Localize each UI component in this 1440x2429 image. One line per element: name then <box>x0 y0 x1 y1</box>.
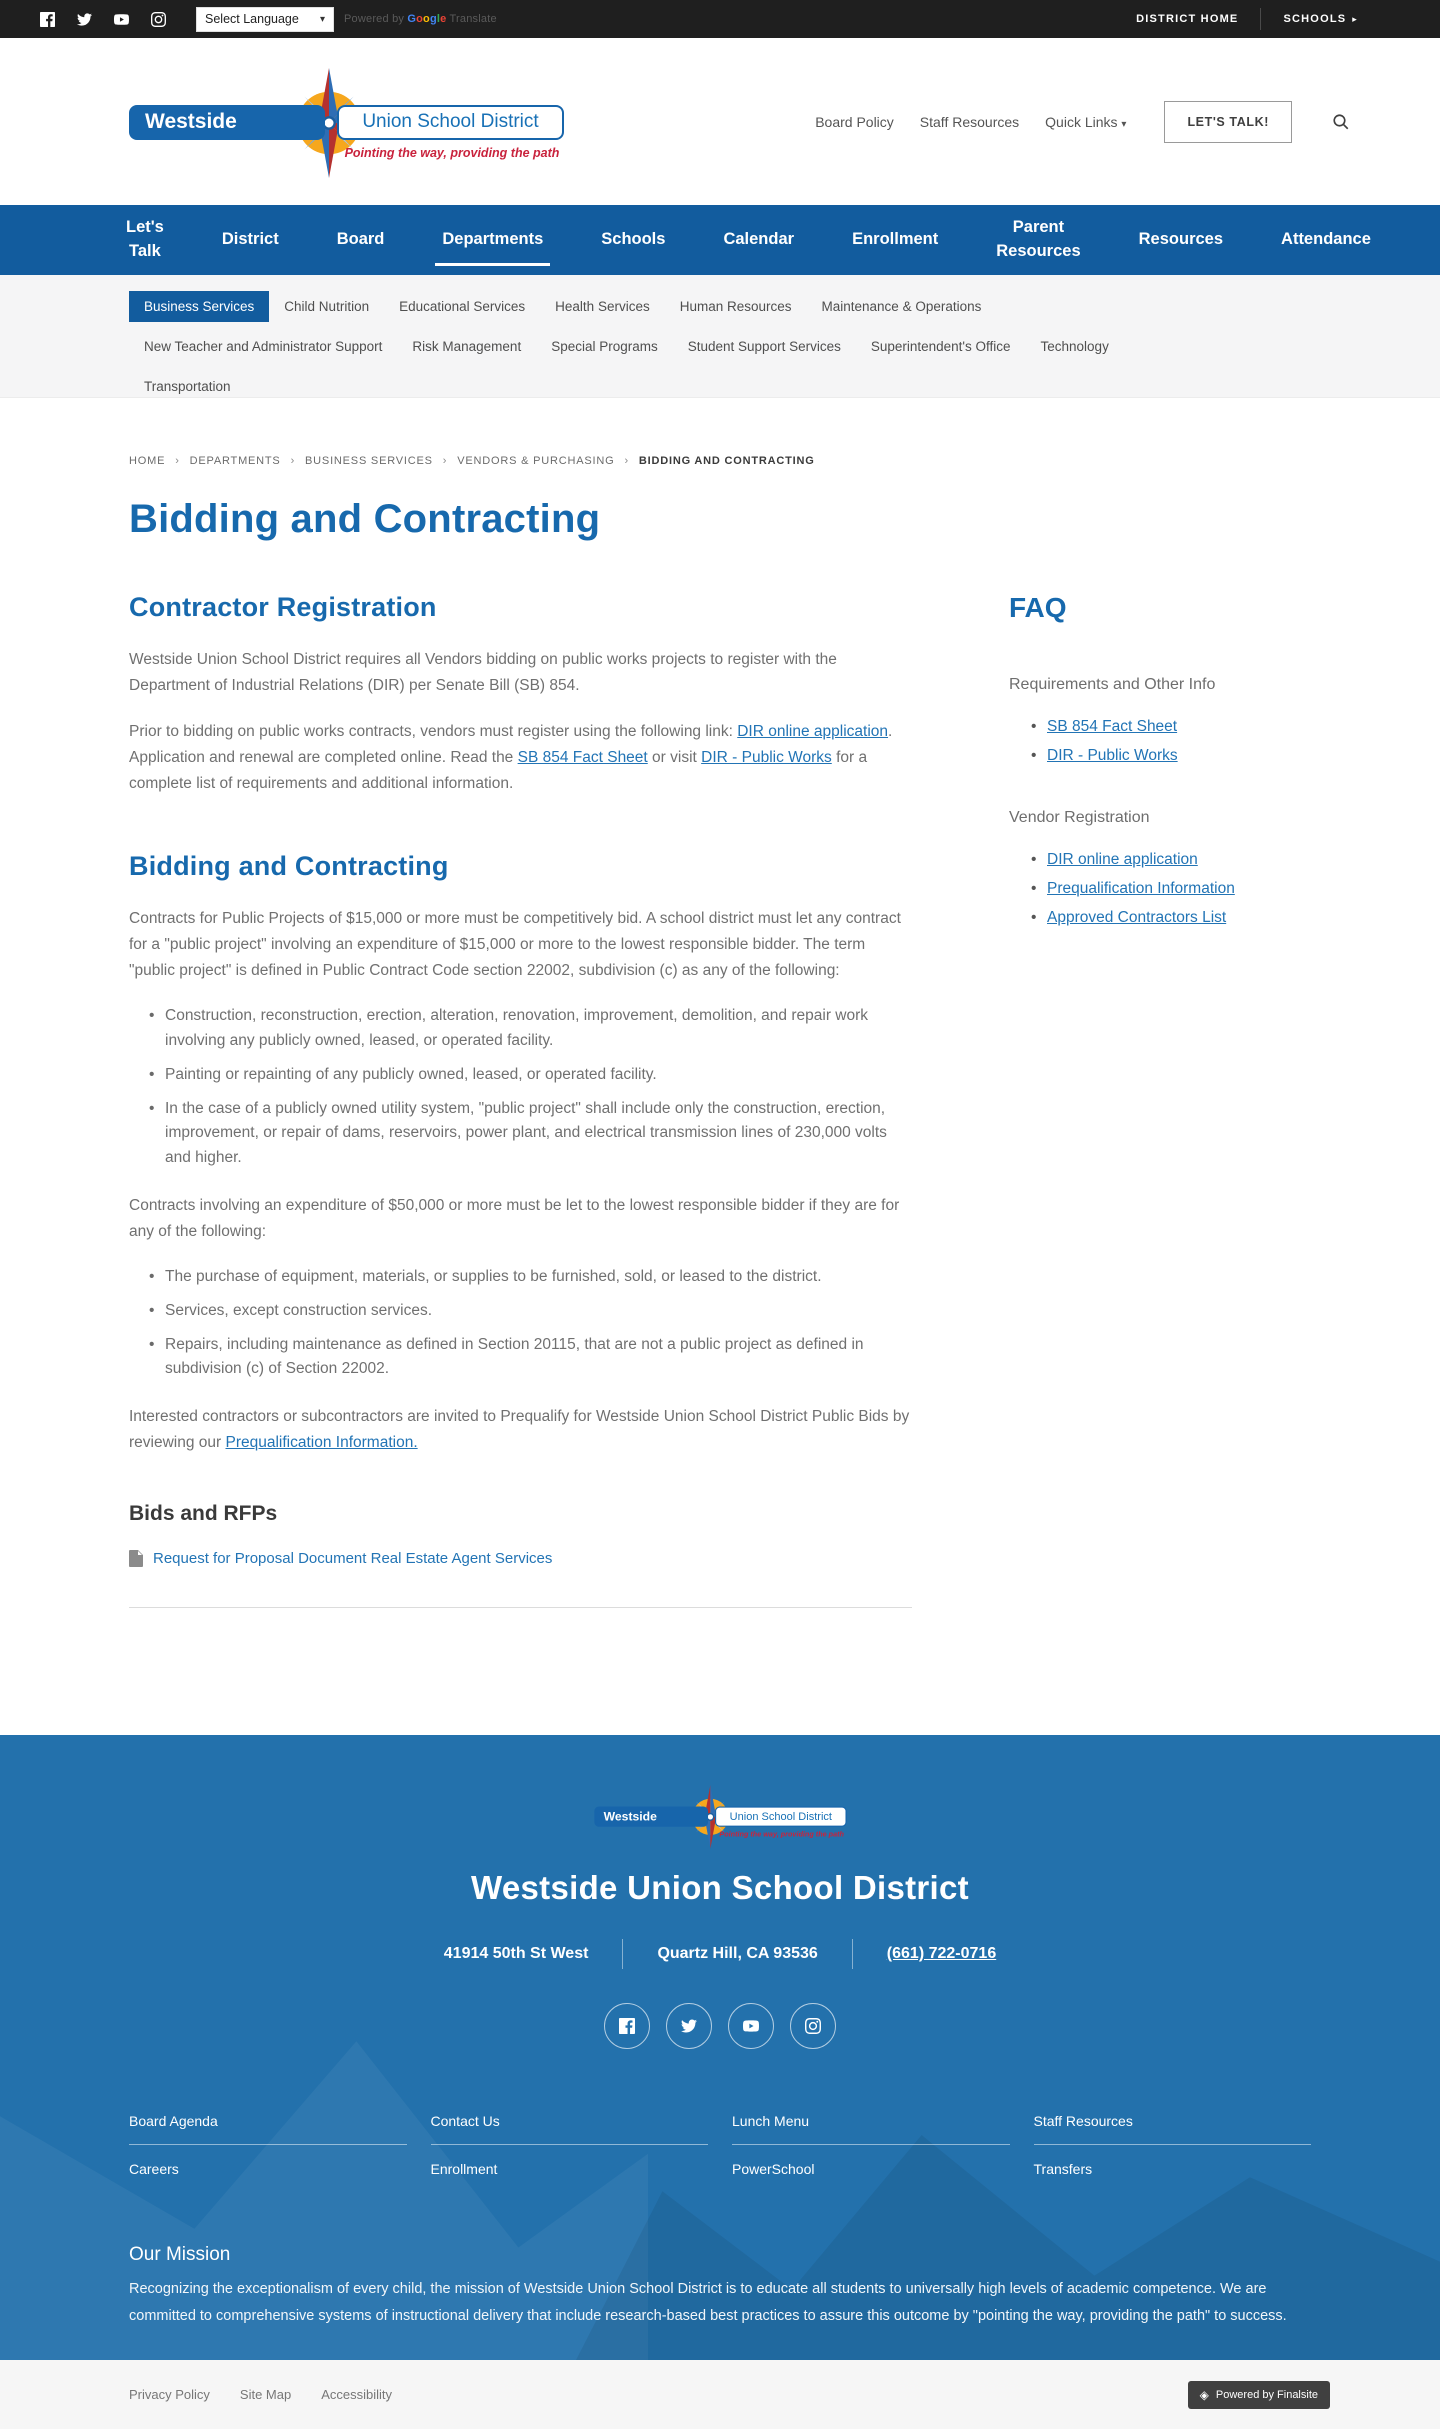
footer-link-divider <box>431 2144 709 2145</box>
subnav-maintenance-operations[interactable]: Maintenance & Operations <box>821 299 982 314</box>
logo-district-text: Union School District <box>337 105 564 140</box>
finalsite-diamond-icon: ◈ <box>1199 2387 1209 2402</box>
paragraph: Contracts involving an expenditure of $50,000 or more must be let to the lowest responsible bidder if they are for any of the following: <box>129 1197 900 1241</box>
subnav-human-resources[interactable]: Human Resources <box>679 299 792 314</box>
footer-link-contact-us[interactable]: Contact Us <box>430 2113 500 2129</box>
nav-item-attendance[interactable]: Attendance <box>1281 230 1371 249</box>
breadcrumb-home[interactable]: HOME <box>129 455 166 467</box>
footer-contact-row <box>0 1939 1440 1969</box>
list-item: • Construction, reconstruction, erection, alteration, renovation, improvement, demolition, and repair work involving any publicly owned, leased, or operated facility. <box>149 1004 912 1054</box>
subnav-student-support-services[interactable]: Student Support Services <box>687 339 841 354</box>
nav-item-departments[interactable]: Departments <box>413 228 572 252</box>
instagram-icon[interactable] <box>790 2003 836 2049</box>
list-item: • The purchase of equipment, materials, or supplies to be furnished, sold, or leased to the district. <box>149 1265 912 1290</box>
subnav-transportation[interactable]: Transportation <box>144 379 231 394</box>
nav-item-calendar[interactable]: Calendar <box>723 230 795 249</box>
paragraph: Contracts for Public Projects of $15,000 or more must be competitively bid. A school district must let any contract for a "public project" involving an expenditure of $15,000 or more to the lowest responsible bidder. The term "public project" is defined in Public Contract Code section 22002, subdivision (c) as any of the following: <box>129 910 901 980</box>
faq-links-group1 <box>1031 718 1420 765</box>
active-nav-underline <box>435 263 550 266</box>
contractor-registration-heading: Contractor Registration <box>129 592 437 622</box>
footer-district-name: Westside Union School District <box>471 1869 969 1906</box>
faq-group-label: Requirements and Other Info <box>1009 676 1216 693</box>
twitter-icon[interactable] <box>666 2003 712 2049</box>
footer-separator <box>852 1939 853 1969</box>
footer-link-staff-resources[interactable]: Staff Resources <box>1033 2113 1133 2129</box>
footer-link-enrollment[interactable]: Enrollment <box>430 2161 498 2177</box>
privacy-policy-link[interactable]: Privacy Policy <box>129 2387 210 2402</box>
paragraph: Interested contractors or subcontractors are invited to Prequalify for Westside Union School District Public Bids by reviewing our Prequalification Information. <box>129 1408 910 1452</box>
breadcrumb-departments[interactable]: DEPARTMENTS <box>189 455 281 467</box>
list-item: • Services, except construction services. <box>149 1299 912 1324</box>
instagram-icon[interactable] <box>151 12 166 27</box>
twitter-icon[interactable] <box>77 12 92 27</box>
footer-district-logo <box>594 1785 846 1848</box>
site-header <box>0 38 1440 205</box>
dir-public-works-link[interactable]: DIR - Public Works <box>1047 747 1178 764</box>
bidding-contracting-heading: Bidding and Contracting <box>129 851 449 882</box>
list-item: • In the case of a publicly owned utility system, "public project" shall include only the construction, erection, improvement, or repair of dams, reservoirs, power plant, and electrical transmission lines of 230,000 volts and higher. <box>149 1097 912 1171</box>
nav-item-district[interactable]: District <box>221 230 279 249</box>
language-selector-value: Select Language <box>205 12 299 26</box>
public-project-list <box>149 1004 912 1171</box>
subnav-educational-services[interactable]: Educational Services <box>399 299 526 314</box>
article-content <box>129 592 912 1608</box>
subnav-child-nutrition[interactable]: Child Nutrition <box>284 299 370 314</box>
sb854-fact-sheet-link[interactable]: SB 854 Fact Sheet <box>1047 718 1178 735</box>
staff-resources-link[interactable]: Staff Resources <box>919 113 1020 130</box>
nav-item-schools[interactable]: Schools <box>601 230 666 249</box>
main-navigation <box>0 205 1440 275</box>
footer-link-transfers[interactable]: Transfers <box>1033 2161 1093 2177</box>
site-map-link[interactable]: Site Map <box>239 2387 292 2402</box>
content-divider <box>129 1607 912 1608</box>
district-logo[interactable] <box>129 68 564 176</box>
approved-contractors-list-link[interactable]: Approved Contractors List <box>1047 909 1227 926</box>
faq-links-group2 <box>1031 851 1420 927</box>
faq-sidebar <box>1009 592 1420 1608</box>
youtube-icon[interactable] <box>114 12 129 27</box>
footer-link-powerschool[interactable]: PowerSchool <box>732 2161 815 2177</box>
schools-link[interactable]: SCHOOLS ▸ <box>1283 13 1358 25</box>
list-item: • Repairs, including maintenance as defined in Section 20115, that are not a public project as defined in subdivision (c) of Section 22002. <box>149 1333 912 1383</box>
lets-talk-button[interactable]: LET'S TALK! <box>1164 101 1292 143</box>
dir-online-application-link[interactable]: DIR online application <box>1047 851 1198 868</box>
breadcrumb-business-services[interactable]: BUSINESS SERVICES <box>305 455 433 467</box>
footer-phone-link[interactable]: (661) 722-0716 <box>886 1945 997 1962</box>
google-logo-text: Google <box>407 13 447 25</box>
top-utility-bar <box>0 0 1440 38</box>
nav-item-board[interactable]: Board <box>336 230 385 249</box>
footer-address: 41914 50th St West <box>443 1945 589 1962</box>
board-policy-link[interactable]: Board Policy <box>815 113 894 130</box>
subnav-risk-management[interactable]: Risk Management <box>412 339 522 354</box>
chevron-down-icon: ▾ <box>319 13 325 25</box>
quick-links-dropdown[interactable]: Quick Links ▾ <box>1045 113 1127 130</box>
footer-link-divider <box>1034 2144 1312 2145</box>
inline-link[interactable]: DIR online application <box>737 723 889 741</box>
logo-tagline: Pointing the way, providing the path <box>718 1830 844 1839</box>
facebook-icon[interactable] <box>604 2003 650 2049</box>
chevron-right-icon: › <box>624 455 629 467</box>
breadcrumb <box>129 455 1440 467</box>
youtube-icon[interactable] <box>728 2003 774 2049</box>
google-translate-attribution: Powered by Google Translate <box>344 13 497 25</box>
list-item <box>1031 851 1420 869</box>
document-icon <box>129 1550 144 1567</box>
powered-by-finalsite-button[interactable]: ◈ Powered by Finalsite <box>1188 2381 1330 2409</box>
subnav-special-programs[interactable]: Special Programs <box>551 339 658 354</box>
district-home-link[interactable]: DISTRICT HOME <box>1136 13 1239 25</box>
bottom-bar <box>0 2360 1440 2429</box>
bids-rfps-heading: Bids and RFPs <box>129 1502 278 1526</box>
language-selector[interactable] <box>196 7 334 32</box>
accessibility-link[interactable]: Accessibility <box>321 2387 393 2402</box>
chevron-right-icon: ▸ <box>1352 13 1358 24</box>
mission-section <box>0 2244 1440 2330</box>
inline-link[interactable]: Prequalification Information. <box>225 1434 418 1452</box>
faq-group-label: Vendor Registration <box>1009 809 1150 826</box>
footer-link-lunch-menu[interactable]: Lunch Menu <box>732 2113 810 2129</box>
nav-item-parent-resources[interactable]: Parent Resources <box>996 218 1081 260</box>
footer-link-board-agenda[interactable]: Board Agenda <box>129 2113 218 2129</box>
footer-link-divider <box>732 2144 1010 2145</box>
facebook-icon[interactable] <box>40 12 55 27</box>
footer-separator <box>622 1939 623 1969</box>
footer-links-grid <box>0 2113 1440 2192</box>
subnav-technology[interactable]: Technology <box>1040 339 1109 354</box>
list-item <box>1031 747 1420 765</box>
paragraph: Prior to bidding on public works contracts, vendors must register using the following link: DIR online application. Application and renewal are completed online. Read the SB 854 Fact Sheet or visit DIR - Public Works for a complete list of requirements and additional information. <box>129 723 893 793</box>
list-item <box>1031 909 1420 927</box>
logo-tagline: Pointing the way, providing the path <box>344 145 560 160</box>
search-icon <box>1332 113 1350 131</box>
nav-item-resources[interactable]: Resources <box>1138 230 1224 249</box>
mission-text: Recognizing the exceptionalism of every child, the mission of Westside Union School District is to educate all students to universally high levels of academic competence. We are committed to comprehensive systems of instructional delivery that include research-based best practices to assure this outcome by "pointing the way, providing the path" to success. <box>129 2281 1287 2324</box>
list-item <box>1031 880 1420 898</box>
footer-social-icons <box>0 2003 1440 2049</box>
rfp-document-link[interactable]: Request for Proposal Document Real Estate Agent Services <box>153 1550 553 1568</box>
chevron-right-icon: › <box>175 455 180 467</box>
logo-district-text: Union School District <box>714 1806 846 1826</box>
page-title: Bidding and Contracting <box>129 497 601 541</box>
nav-item-enrollment[interactable]: Enrollment <box>852 230 939 249</box>
page-main <box>0 398 1440 1735</box>
logo-westside-text: Westside <box>594 1806 708 1826</box>
paragraph: Westside Union School District requires all Vendors bidding on public works projects to register with the Department of Industrial Relations (DIR) per Senate Bill (SB) 854. <box>129 651 837 695</box>
footer-city: Quartz Hill, CA 93536 <box>657 1945 818 1962</box>
inline-link[interactable]: SB 854 Fact Sheet <box>517 749 648 767</box>
chevron-right-icon: › <box>442 455 448 467</box>
mission-heading: Our Mission <box>129 2244 231 2265</box>
list-item: • Painting or repainting of any publicly owned, leased, or operated facility. <box>149 1063 912 1088</box>
faq-heading: FAQ <box>1009 592 1067 623</box>
breadcrumb-vendors-purchasing[interactable]: VENDORS & PURCHASING <box>457 455 615 467</box>
topbar-social-icons <box>40 12 166 27</box>
expenditure-list <box>149 1265 912 1382</box>
subnav-new-teacher-support[interactable]: New Teacher and Administrator Support <box>144 339 383 354</box>
list-item <box>1031 718 1420 736</box>
search-button[interactable] <box>1332 113 1350 131</box>
breadcrumb-current: BIDDING AND CONTRACTING <box>638 455 815 467</box>
subnav-health-services[interactable]: Health Services <box>555 299 650 314</box>
logo-westside-text: Westside <box>129 105 325 140</box>
subnav-business-services[interactable]: Business Services <box>129 291 269 322</box>
chevron-down-icon: ▾ <box>1121 118 1127 130</box>
footer-link-careers[interactable]: Careers <box>129 2161 179 2177</box>
prequalification-information-link[interactable]: Prequalification Information <box>1047 880 1235 897</box>
departments-subnav <box>0 275 1440 398</box>
nav-item-lets-talk[interactable]: Let's Talk <box>126 218 164 260</box>
chevron-right-icon: › <box>290 455 296 467</box>
subnav-superintendents-office[interactable]: Superintendent's Office <box>870 339 1011 354</box>
inline-link[interactable]: DIR - Public Works <box>701 749 832 767</box>
site-footer <box>0 1735 1440 2360</box>
footer-link-divider <box>129 2144 407 2145</box>
